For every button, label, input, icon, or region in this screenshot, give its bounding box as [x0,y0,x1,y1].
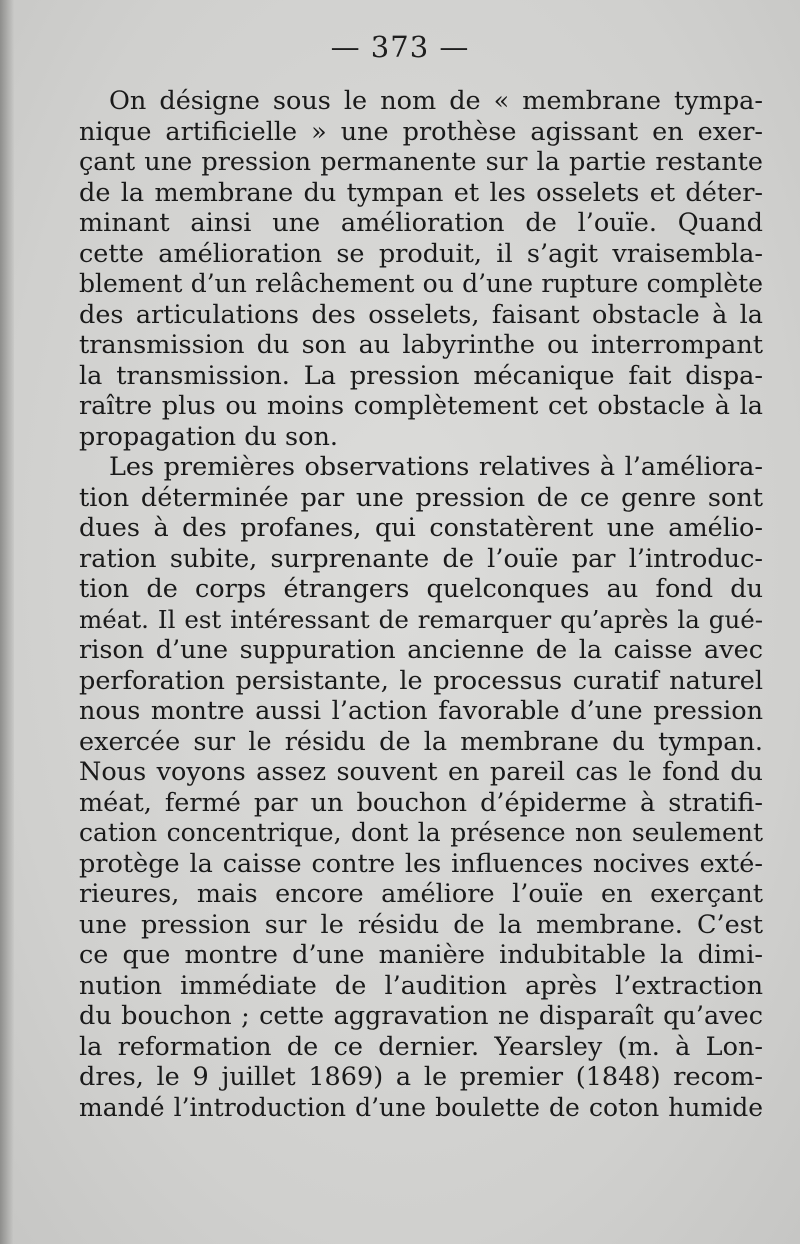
text-line: propagation du son. [79,421,339,452]
text-line: dres, le 9 juillet 1869) a le premier (1848) recom- [79,1062,763,1092]
paragraph [79,86,763,452]
text-line: Les premières observations relatives à l’améliora- [109,452,763,482]
text-line: transmission du son au labyrinthe ou interrompant [79,330,763,360]
text-line: une pression sur le résidu de la membrane. C’est [79,909,763,940]
text-line: exercée sur le résidu de la membrane du tympan. [79,726,763,757]
text-line: cation concentrique, dont la présence non seulement [79,818,763,847]
text-line: minant ainsi une amélioration de l’ouïe. Quand [79,208,763,238]
page-number: — 373 — [330,30,470,64]
text-line: protège la caisse contre les influences nocives exté- [79,848,763,879]
text-line: nous montre aussi l’action favorable d’une pression [79,696,763,726]
text-line: la transmission. La pression mécanique fait dispa- [79,360,763,391]
text-line: méat. Il est intéressant de remarquer qu’après la gué- [79,604,763,634]
text-line: mandé l’introduction d’une boulette de coton humide [79,1092,763,1122]
text-line: nution immédiate de l’audition après l’extraction [79,970,763,1001]
page-binding-shadow [0,0,14,1244]
text-line: dues à des profanes, qui constatèrent une amélio- [79,513,763,543]
text-line: du bouchon ; cette aggravation ne disparaît qu’avec [79,1001,763,1031]
text-line: la reformation de ce dernier. Yearsley (m. à Lon- [79,1031,763,1062]
text-line: Nous voyons assez souvent en pareil cas le fond du [79,757,763,787]
text-line: tion de corps étrangers quelconques au fond du [79,574,763,604]
text-line: des articulations des osselets, faisant obstacle à la [79,299,763,330]
text-line: çant une pression permanente sur la partie restante [79,147,763,177]
text-line: tion déterminée par une pression de ce genre sont [79,482,763,513]
text-line: de la membrane du tympan et les osselets et déter- [79,177,763,208]
text-line: perforation persistante, le processus curatif naturel [79,665,763,696]
text-line: On désigne sous le nom de « membrane tympa- [109,86,763,116]
text-line: blement d’un relâchement ou d’une rupture complète [79,269,763,298]
text-line: ration subite, surprenante de l’ouïe par l’introduc- [79,543,763,574]
text-line: raître plus ou moins complètement cet obstacle à la [79,391,763,421]
text-line: méat, fermé par un bouchon d’épiderme à stratifi- [79,787,763,818]
text-line: rieures, mais encore améliore l’ouïe en exerçant [79,879,763,909]
body-text [79,86,763,1123]
text-line: cette amélioration se produit, il s’agit vraisembla- [79,238,763,269]
text-line: nique artificielle » une prothèse agissant en exer- [79,116,763,147]
text-line: ce que montre d’une manière indubitable la dimi- [79,940,763,970]
text-line: rison d’une suppuration ancienne de la caisse avec [79,635,763,665]
paragraph [79,452,763,1123]
